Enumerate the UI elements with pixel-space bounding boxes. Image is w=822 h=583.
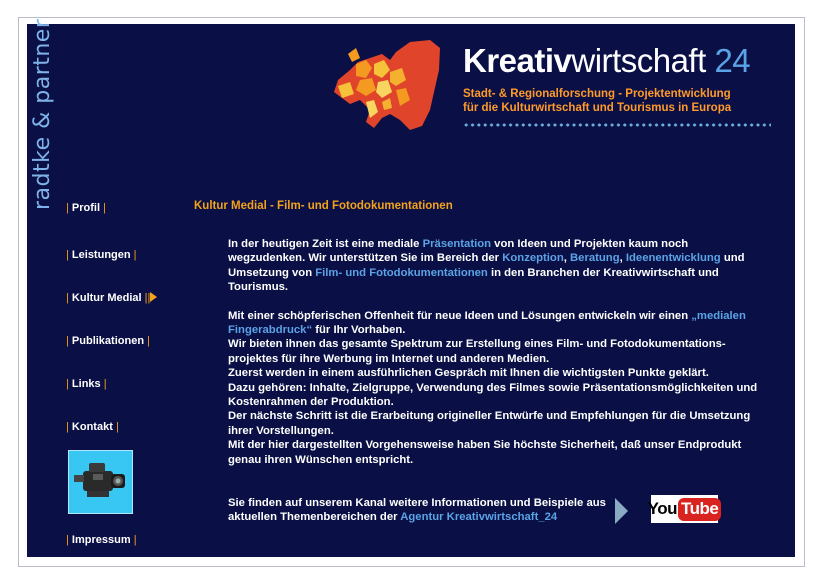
active-arrow-icon (150, 292, 157, 302)
agency-link[interactable]: Agentur Kreativwirtschaft_24 (400, 511, 558, 524)
paragraph-first-step: Zuerst werden in einem ausführlichen Gespräch mit Ihnen die wichtigsten Punkte geklärt. (228, 367, 709, 380)
page-heading: Kultur Medial - Film- und Fotodokumentationen (194, 200, 453, 212)
paragraph-fingerprint: Mit einer schöpferischen Offenheit für neue Ideen und Lösungen entwickeln wir einen „medialen Fingerabdruck“ für Ihr Vorhaben. (228, 309, 746, 337)
nav-item-links[interactable]: | Links | (66, 378, 107, 390)
youtube-logo-you: You (647, 499, 677, 518)
subtitle-line-2: für die Kulturwirtschaft und Tourismus in Europa (463, 102, 732, 114)
nav-item-publikationen[interactable]: | Publikationen | (66, 335, 150, 347)
paragraph-intro: In der heutigen Zeit ist eine mediale Präsentation von Ideen und Projekten kaum noch wegzudenken. Wir unterstützen Sie im Bereich der Konzeption, Beratung, Ideenentwicklung und Umsetzung von Film- und Fotodokumentationen in den Branchen der Kreativwirtschaft und Tourismus. (228, 238, 745, 294)
nav-item-kontakt[interactable]: | Kontakt | (66, 421, 119, 433)
europe-map-icon (330, 40, 442, 132)
youtube-logo-tube: Tube (678, 498, 721, 521)
video-camera-icon[interactable] (68, 450, 133, 514)
paragraph-next-step: Der nächste Schritt ist die Erarbeitung origineller Entwürfe und Empfehlungen für die Umsetzung ihrer Vorstellungen. (228, 410, 751, 437)
paragraph-security: Mit der hier dargestellten Vorgehensweise haben Sie höchste Sicherheit, daß unser Endprodukt genau ihren Wünschen entspricht. (228, 439, 742, 466)
nav-item-kultur-medial[interactable]: | Kultur Medial || (66, 292, 157, 304)
site-subtitle (463, 87, 731, 115)
brand-vertical-name: radtke & partner (30, 18, 55, 210)
main-content (228, 237, 768, 467)
play-arrow-icon[interactable] (615, 498, 628, 524)
nav-item-leistungen[interactable]: | Leistungen | (66, 249, 137, 261)
channel-note: Sie finden auf unserem Kanal weitere Informationen und Beispiele aus aktuellen Themenbereichen der Agentur Kreativwirtschaft_24 (228, 497, 606, 524)
subtitle-line-1: Stadt- & Regionalforschung - Projektentwicklung (463, 88, 731, 100)
nav-item-profil[interactable]: | Profil | (66, 202, 106, 214)
site-title: Kreativwirtschaft 24 (463, 42, 751, 79)
dotted-divider (463, 122, 771, 128)
youtube-button[interactable] (647, 495, 719, 523)
paragraph-spectrum: Wir bieten ihnen das gesamte Spektrum zur Erstellung eines Film- und Fotodokumentations-projektes für ihre Werbung im Internet und anderen Medien. (228, 338, 726, 365)
paragraph-includes: Dazu gehören: Inhalte, Zielgruppe, Verwendung des Filmes sowie Präsentationsmöglichkeiten und Kostenrahmen der Produktion. (228, 381, 758, 409)
nav-item-impressum[interactable]: | Impressum | (66, 534, 137, 546)
